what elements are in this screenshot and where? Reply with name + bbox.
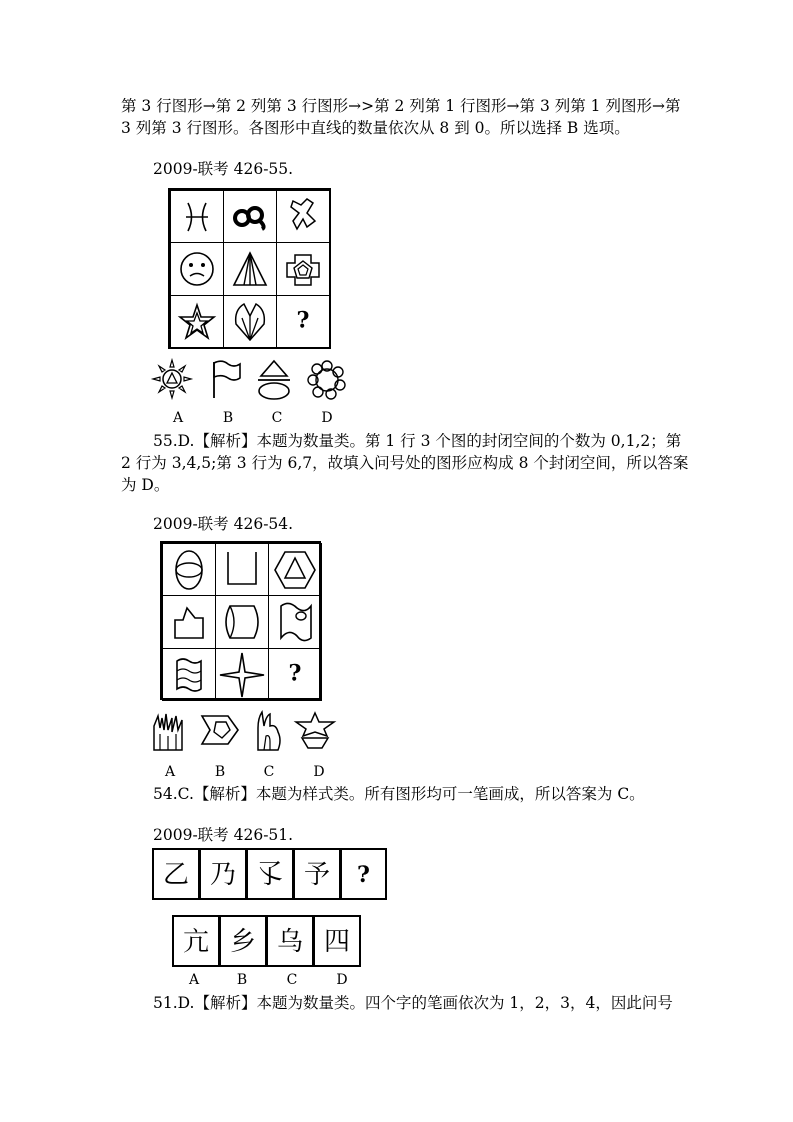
cross-pentagon-icon — [277, 243, 329, 295]
q55-cell-1-2 — [223, 190, 277, 243]
q55-cell-2-1 — [170, 242, 224, 296]
q54-option-a-figure[interactable] — [150, 708, 186, 752]
q55-puzzle-grid — [168, 188, 331, 349]
flame-shape-icon — [252, 708, 286, 752]
q51-char-2: 乃 — [199, 848, 247, 900]
arrow-pentagon-icon — [198, 710, 242, 750]
wavy-lines-icon — [163, 649, 215, 700]
question-mark: ? — [288, 660, 302, 687]
q54-option-d-label: D — [313, 764, 325, 780]
q51-char-4: 予 — [293, 848, 341, 900]
house-shape-icon — [163, 596, 215, 648]
q54-cell-2-3 — [268, 595, 322, 649]
q54-cell-1-1 — [162, 543, 216, 596]
q55-explanation-line-2: 2 行为 3,4,5;第 3 行为 6,7，故填入问号处的图形应构成 8 个封闭空间，所以答案 — [121, 454, 689, 472]
intro-line-2: 3 列第 3 行图形。各图形中直线的数量依次从 8 到 0。所以选择 B 选项。 — [121, 119, 630, 137]
intro-line-1: 第 3 行图形→第 2 列第 3 行图形→>第 2 列第 1 行图形→第 3 列第 1 列图形→第 — [121, 97, 681, 115]
four-point-star-icon — [216, 649, 268, 700]
star-hat-icon — [292, 710, 338, 752]
q55-option-b-figure[interactable] — [208, 358, 244, 400]
q51-char-question: ? — [340, 848, 387, 900]
q51-option-a-label: A — [188, 972, 200, 988]
q54-option-b-figure[interactable] — [198, 710, 242, 750]
q54-cell-2-2 — [215, 595, 269, 649]
q51-option-d-label: D — [336, 972, 348, 988]
cylinder-icon — [216, 596, 268, 648]
q54-option-c-label: C — [263, 764, 275, 780]
flag-icon — [208, 358, 244, 400]
q54-option-c-figure[interactable] — [252, 708, 286, 752]
ring-of-circles-icon — [305, 358, 349, 402]
q55-cell-3-2 — [223, 295, 277, 348]
q54-cell-3-2 — [215, 648, 269, 701]
q51-option-d-char[interactable]: 四 — [313, 915, 361, 967]
q54-option-b-label: B — [214, 764, 226, 780]
q55-cell-1-3 — [276, 190, 330, 243]
q54-puzzle-grid — [160, 541, 321, 700]
q55-cell-2-3 — [276, 242, 330, 296]
triangle-lines-icon — [224, 243, 276, 295]
knot-icon — [224, 191, 276, 242]
q54-cell-1-3 — [268, 543, 322, 596]
triangle-ellipse-icon — [254, 358, 294, 402]
q55-option-d-figure[interactable] — [305, 358, 349, 402]
hexagon-triangle-icon — [269, 544, 321, 595]
q55-explanation-line-3: 为 D。 — [121, 476, 170, 494]
q51-heading: 2009-联考 426-51. — [153, 826, 294, 844]
q55-option-c-label: C — [271, 410, 283, 426]
q51-char-3: 孓 — [246, 848, 294, 900]
sad-face-icon — [171, 243, 223, 295]
q54-cell-1-2 — [215, 543, 269, 596]
question-mark: ? — [296, 307, 310, 334]
q54-cell-3-1 — [162, 648, 216, 701]
q51-option-a-char[interactable]: 亢 — [172, 915, 220, 967]
q54-option-a-label: A — [164, 764, 176, 780]
leaf-shape-icon — [224, 296, 276, 347]
q55-cell-3-3 — [276, 295, 330, 348]
q51-option-c-char[interactable]: 乌 — [266, 915, 314, 967]
q54-heading: 2009-联考 426-54. — [153, 515, 294, 533]
q55-explanation-line-1: 55.D.【解析】本题为数量类。第 1 行 3 个图的封闭空间的个数为 0,1,2；第 — [153, 432, 682, 450]
q54-cell-3-3 — [268, 648, 322, 701]
pisces-symbol-icon — [171, 191, 223, 242]
q51-option-b-char[interactable]: 乡 — [219, 915, 267, 967]
q54-cell-2-1 — [162, 595, 216, 649]
q51-option-c-label: C — [286, 972, 298, 988]
q55-cell-1-1 — [170, 190, 224, 243]
q51-explanation-line-1: 51.D.【解析】本题为数量类。四个字的笔画依次为 1，2，3，4，因此问号 — [153, 994, 673, 1012]
q51-char-1: 乙 — [152, 848, 200, 900]
sun-triangle-icon — [150, 356, 194, 402]
q55-heading: 2009-联考 426-55. — [153, 160, 294, 178]
ellipse-in-oval-icon — [163, 544, 215, 595]
q55-option-a-label: A — [172, 410, 184, 426]
q54-option-d-figure[interactable] — [292, 710, 338, 752]
q55-option-c-figure[interactable] — [254, 358, 294, 402]
wavy-flag-icon — [269, 596, 321, 648]
q55-option-a-figure[interactable] — [150, 356, 194, 402]
q54-explanation-line-1: 54.C.【解析】本题为样式类。所有图形均可一笔画成，所以答案为 C。 — [153, 785, 645, 803]
q55-cell-3-1 — [170, 295, 224, 348]
q55-cell-2-2 — [223, 242, 277, 296]
q51-option-b-label: B — [236, 972, 248, 988]
broken-shape-icon — [277, 191, 329, 242]
star-icon — [171, 296, 223, 347]
open-box-icon — [216, 544, 268, 595]
q55-option-b-label: B — [222, 410, 234, 426]
q55-option-d-label: D — [321, 410, 333, 426]
flames-icon — [150, 708, 186, 752]
